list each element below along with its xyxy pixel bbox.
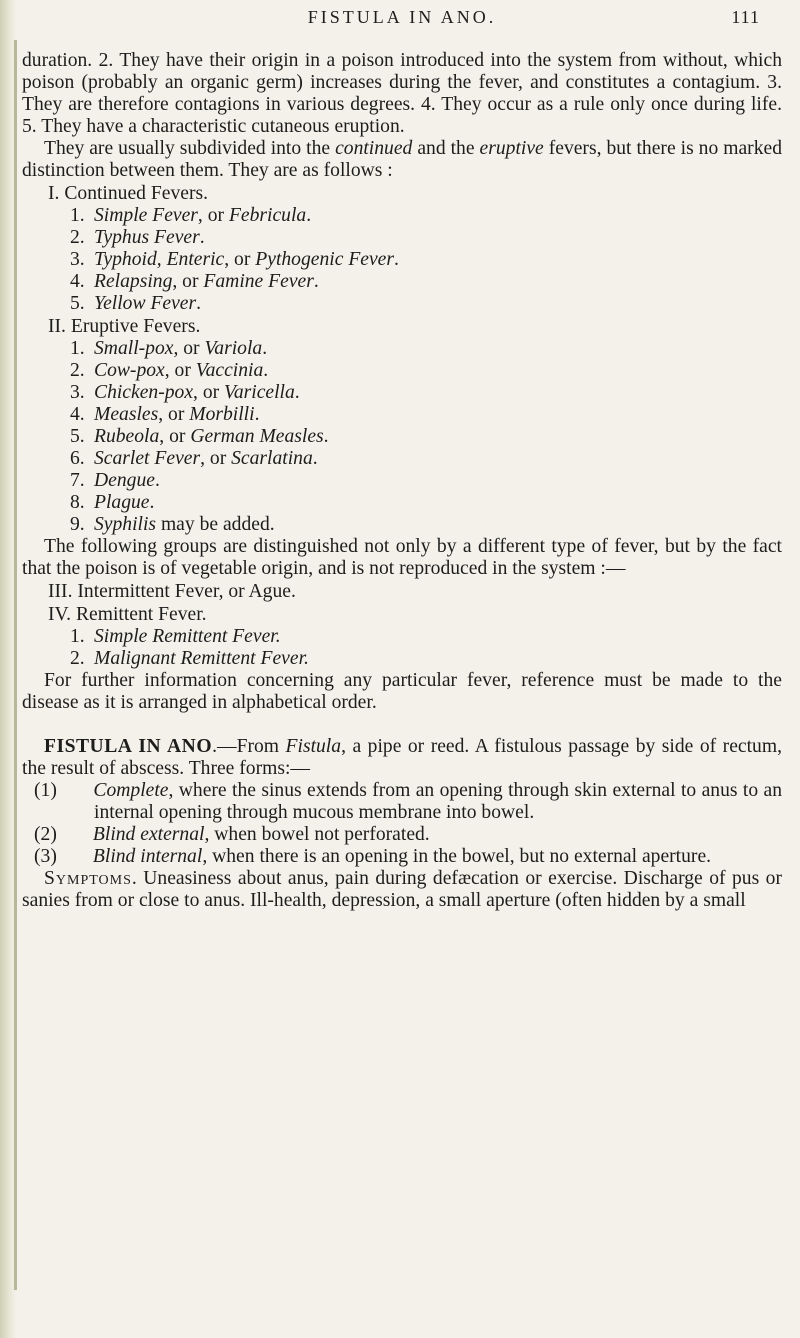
fever-end: . — [312, 448, 318, 469]
fever-name: Dengue — [94, 470, 155, 491]
item-number: 5. — [70, 293, 85, 314]
fever-alt-name: Famine Fever — [203, 271, 314, 292]
eruptive-fever-item — [22, 404, 782, 426]
fever-end: . — [196, 293, 202, 314]
item-number: 1. — [70, 626, 85, 647]
form-desc: , when bowel not perforated. — [204, 824, 430, 845]
eruptive-fever-item — [22, 338, 782, 360]
fistula-form-item — [22, 824, 782, 846]
fever-name: Rubeola — [94, 426, 160, 447]
fever-name: Scarlet Fever — [94, 448, 201, 469]
fever-alt-name: Vaccinia — [195, 360, 264, 381]
fistula-forms-list — [22, 780, 782, 868]
eruptive-word: eruptive — [479, 138, 544, 159]
item-number: 1. — [70, 205, 85, 226]
fistula-entry-heading: FISTULA IN ANO — [44, 736, 213, 757]
eruptive-fevers-heading: II. Eruptive Fevers. — [48, 316, 201, 337]
fever-end: . — [199, 227, 205, 248]
fever-alt-name: Scarlatina — [231, 448, 313, 469]
form-name: Blind external — [92, 824, 205, 845]
item-number: 2. — [70, 227, 85, 248]
fever-join: , or — [200, 448, 232, 469]
fever-alt-name: Febricula — [228, 205, 307, 226]
fever-join: , or — [224, 249, 256, 270]
fever-name: Syphilis — [94, 514, 157, 535]
continued-word: continued — [335, 138, 413, 159]
fevers-characteristics-paragraph: duration. 2. They have their origin in a poison introduced into the system from without, which poison (probably an organic germ) increases during the fever, and constitutes a contagium. 3. They are therefore contagions in various degrees. 4. They occur as a rule only once during life. 5. They have a characteristic cutaneous eruption. — [22, 50, 782, 137]
form-desc: , where the sinus extends from an opening through skin external to anus to an internal opening through mucous membrane into bowel. — [94, 780, 782, 823]
fever-name: Malignant Remittent Fever. — [94, 648, 309, 669]
fever-end: may be added. — [156, 514, 275, 535]
continued-fever-item — [22, 293, 782, 315]
intermittent-fever-heading: III. Intermittent Fever, or Ague. — [48, 581, 296, 602]
fever-join: , or — [164, 360, 196, 381]
book-page — [22, 0, 782, 912]
fever-name: Cow-pox — [94, 360, 165, 381]
fever-end: . — [262, 338, 268, 359]
page-number: 111 — [731, 7, 760, 27]
fever-alt-name: Varicella — [224, 382, 295, 403]
fever-end: . — [294, 382, 300, 403]
reference-paragraph: For further information concerning any particular fever, reference must be made to the disease as it is arranged in alphabetical order. — [22, 670, 782, 713]
fever-end: . — [263, 360, 269, 381]
continued-fever-item — [22, 249, 782, 271]
fever-join: , or — [173, 338, 205, 359]
fever-alt-name: Morbilli — [189, 404, 255, 425]
fever-join: , or — [193, 382, 225, 403]
section-gap — [22, 714, 782, 736]
fevers-subdivision-paragraph — [22, 138, 782, 182]
symptoms-text: . Uneasiness about anus, pain during defæcation or exercise. Discharge of pus or sanies from or close to anus. Ill-health, depression, a small aperture (often hidden by a small — [22, 868, 782, 911]
item-number: 6. — [70, 448, 85, 469]
fever-name: Typhoid, Enteric — [94, 249, 225, 270]
fever-end: . — [306, 205, 312, 226]
symptoms-heading: Symptoms — [44, 868, 132, 889]
fever-join: , or — [158, 404, 190, 425]
eruptive-fever-item — [22, 448, 782, 470]
remittent-fever-item — [22, 626, 782, 648]
fever-name: Yellow Fever — [94, 293, 197, 314]
subdivision-text-c: fevers, but there is no marked distinction between them. They are as follows : — [22, 138, 782, 181]
fever-join: , or — [197, 205, 229, 226]
item-number: 8. — [70, 492, 85, 513]
symptoms-paragraph — [22, 868, 782, 912]
item-number: 4. — [70, 404, 85, 425]
remittent-fever-list — [22, 626, 782, 670]
fever-end: . — [149, 492, 155, 513]
fever-alt-name: Pythogenic Fever — [255, 249, 394, 270]
continued-fevers-list — [22, 205, 782, 315]
fever-name: Typhus Fever — [94, 227, 200, 248]
fever-alt-name: Variola — [204, 338, 263, 359]
fistula-intro-b: , a pipe or reed. A fistulous passage by side of rectum, the result of abscess. Three forms:— — [22, 736, 782, 779]
eruptive-fevers-list — [22, 338, 782, 536]
eruptive-fever-item — [22, 514, 782, 536]
item-number: 5. — [70, 426, 85, 447]
form-desc: , when there is an opening in the bowel, but no external aperture. — [202, 846, 712, 867]
continued-fever-item — [22, 205, 782, 227]
eruptive-fever-item — [22, 492, 782, 514]
item-number: 9. — [70, 514, 85, 535]
item-number: 2. — [70, 360, 85, 381]
fever-name: Small-pox — [94, 338, 174, 359]
form-number: (3) — [34, 846, 57, 867]
gutter-line — [14, 40, 17, 1290]
eruptive-fever-item — [22, 426, 782, 448]
continued-fevers-heading: I. Continued Fevers. — [48, 183, 208, 204]
fistula-form-item — [22, 780, 782, 824]
fever-end: . — [323, 426, 329, 447]
continued-fever-item — [22, 271, 782, 293]
fever-join: , or — [172, 271, 204, 292]
continued-fever-item — [22, 227, 782, 249]
fever-join: , or — [159, 426, 191, 447]
fever-name: Relapsing — [94, 271, 173, 292]
vegetable-origin-paragraph: The following groups are distinguished not only by a different type of fever, but by the fact that the poison is of vegetable origin, and is not reproduced in the system :— — [22, 536, 782, 579]
fever-name: Chicken-pox — [94, 382, 194, 403]
fever-name: Measles — [94, 404, 159, 425]
fever-end: . — [394, 249, 399, 270]
eruptive-fever-item — [22, 360, 782, 382]
item-number: 1. — [70, 338, 85, 359]
remittent-fever-heading: IV. Remittent Fever. — [48, 604, 207, 625]
fistula-form-item — [22, 846, 782, 868]
fever-end: . — [313, 271, 319, 292]
eruptive-fever-item — [22, 382, 782, 404]
form-name: Complete — [93, 780, 169, 801]
eruptive-fever-item — [22, 470, 782, 492]
fever-name: Plague — [94, 492, 150, 513]
remittent-fever-item — [22, 648, 782, 670]
fever-end: . — [254, 404, 260, 425]
item-number: 3. — [70, 382, 85, 403]
fistula-latin-word: Fistula — [285, 736, 342, 757]
page-header — [22, 0, 782, 50]
fistula-entry-paragraph — [22, 736, 782, 780]
form-number: (2) — [34, 824, 57, 845]
form-name: Blind internal — [92, 846, 203, 867]
subdivision-text-b: and the — [412, 138, 480, 159]
running-head: FISTULA IN ANO. — [307, 7, 497, 27]
item-number: 3. — [70, 249, 85, 270]
fever-name: Simple Remittent Fever. — [94, 626, 281, 647]
fistula-intro-a: .—From — [212, 736, 286, 757]
form-number: (1) — [34, 780, 57, 801]
item-number: 2. — [70, 648, 85, 669]
subdivision-text-a: They are usually subdivided into the — [44, 138, 336, 159]
fever-alt-name: German Measles — [190, 426, 324, 447]
item-number: 7. — [70, 470, 85, 491]
fever-name: Simple Fever — [94, 205, 198, 226]
fever-end: . — [154, 470, 160, 491]
item-number: 4. — [70, 271, 85, 292]
